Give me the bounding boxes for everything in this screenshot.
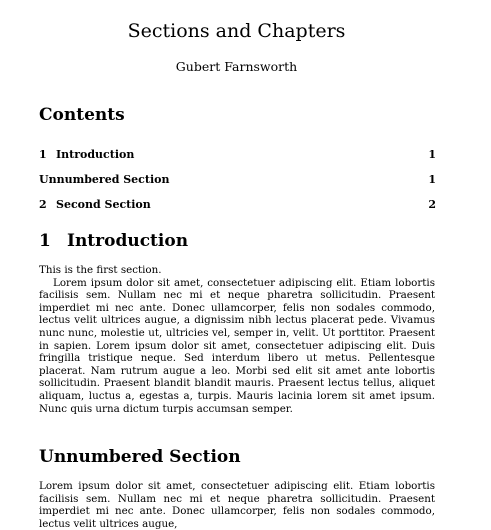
contents-heading: Contents — [39, 105, 125, 125]
body-paragraph: Lorem ipsum dolor sit amet, consectetuer adipiscing elit. Etiam lobortis facilisis sem. Nullam nec mi et neque pharetra sollicitudin. Praesent imperdiet mi nec ante. Donec ullamcorper, felis non sodales commodo, lectus velit ultrices augue, a dignissim nibh lectus placerat pede. Vivamus nunc nunc, molestie ut, ultricies vel, semper in, velit. Ut porttitor. Praesent in sapien. Lorem ipsum dolor sit amet, consectetuer adipiscing elit. Duis fringilla tristique neque. Sed interdum libero ut metus. Pellentesque placerat. Nam rutrum augue a leo. Morbi sed elit sit amet ante lobortis sollicitudin. Praesent blandit blandit mauris. Praesent lectus tellus, aliquet aliquam, luctus a, egestas a, turpis. Mauris lacinia lorem sit amet ipsum. Nunc quis urna dictum turpis accumsan semper. — [39, 276, 435, 415]
section-body — [39, 480, 435, 530]
section-body — [39, 264, 435, 415]
section-heading — [39, 230, 188, 252]
toc-entry-title: Second Section — [56, 198, 151, 211]
toc-entry[interactable] — [39, 198, 436, 212]
toc-entry-page: 1 — [428, 173, 436, 186]
body-paragraph: This is the first section. — [39, 264, 162, 276]
toc-entry-label — [39, 148, 134, 162]
toc-entry-page: 2 — [428, 198, 436, 211]
toc-entry-title: Unnumbered Section — [39, 173, 170, 186]
toc-entry-label — [39, 198, 151, 212]
body-paragraph: Lorem ipsum dolor sit amet, consectetuer adipiscing elit. Etiam lobortis facilisis sem. Nullam nec mi et neque pharetra sollicitudin. Praesent imperdiet mi nec ante. Donec ullamcorper, felis non sodales commodo, lectus velit ultrices augue, — [39, 480, 435, 530]
toc-entry-number: 1 — [39, 148, 47, 161]
section-number: 1 — [39, 231, 51, 251]
section-heading — [39, 446, 241, 468]
toc-entry-page: 1 — [428, 148, 436, 161]
toc-entry-number: 2 — [39, 198, 47, 211]
section-title: Introduction — [67, 231, 189, 251]
document-title: Sections and Chapters — [127, 20, 346, 42]
toc-entry-title: Introduction — [56, 148, 135, 161]
document-author: Gubert Farnsworth — [175, 59, 298, 74]
section-title: Unnumbered Section — [39, 447, 241, 467]
toc-entry[interactable] — [39, 148, 436, 162]
toc-entry[interactable] — [39, 173, 436, 187]
